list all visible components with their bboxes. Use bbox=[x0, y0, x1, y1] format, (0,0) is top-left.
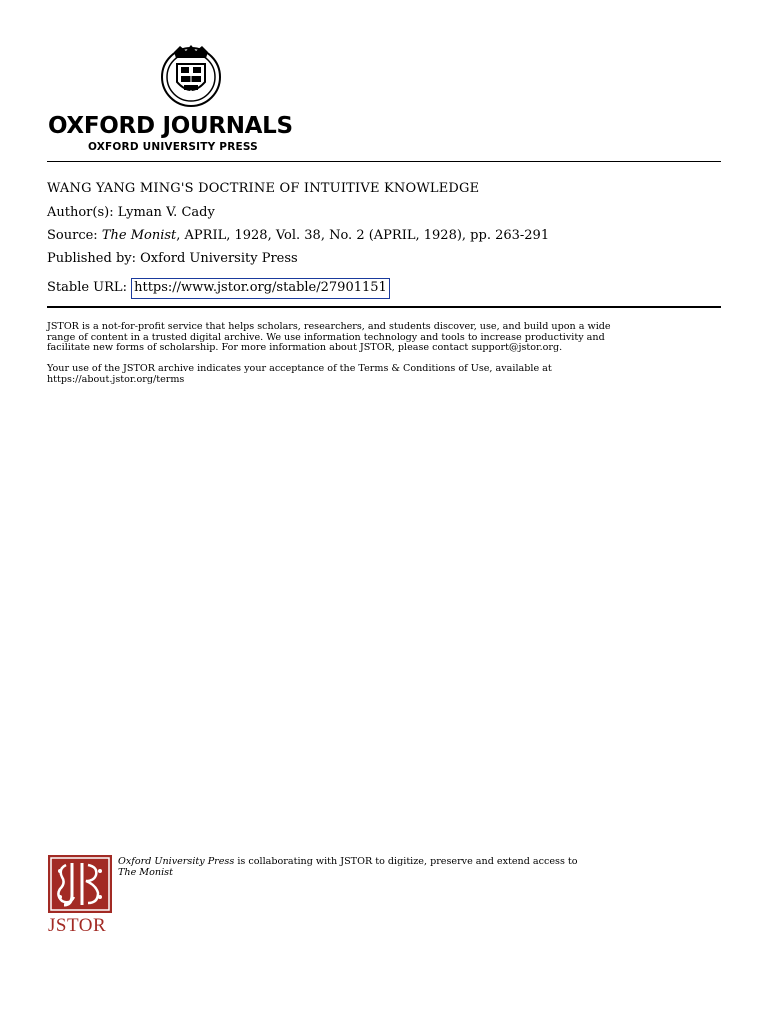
notice-line: facilitate new forms of scholarship. For more information about JSTOR, please contact support@jstor.org. bbox=[47, 342, 563, 353]
stable-url-link[interactable]: https://www.jstor.org/stable/27901151 bbox=[131, 278, 390, 299]
notice-line: range of content in a trusted digital archive. We use information technology and tools to increase productivity and bbox=[47, 331, 605, 343]
jstor-logo-text: JSTOR bbox=[48, 915, 107, 936]
journal-name: The Monist bbox=[101, 228, 177, 243]
jstor-seal-icon bbox=[48, 855, 112, 913]
stable-url-line bbox=[47, 278, 390, 299]
collab-publisher: Oxford University Press bbox=[118, 856, 235, 867]
collaboration-note bbox=[118, 856, 578, 878]
author-line bbox=[47, 205, 215, 221]
meta-divider bbox=[47, 306, 721, 308]
publisher-line bbox=[47, 251, 298, 267]
collab-journal: The Monist bbox=[118, 867, 173, 878]
header-divider bbox=[47, 161, 721, 162]
notice-line: Your use of the JSTOR archive indicates your acceptance of the Terms & Conditions of Use, available at bbox=[47, 363, 552, 374]
publisher-name: Oxford University Press bbox=[140, 251, 298, 266]
publisher-logo-subtext: OXFORD UNIVERSITY PRESS bbox=[88, 141, 258, 153]
collab-text: is collaborating with JSTOR to digitize, preserve and extend access to bbox=[234, 856, 578, 867]
stable-url-label: Stable URL: bbox=[47, 280, 127, 295]
source-line bbox=[47, 228, 549, 244]
author-label: Author(s): bbox=[47, 205, 114, 220]
terms-notice-paragraph bbox=[47, 364, 727, 385]
source-label: Source: bbox=[47, 228, 98, 243]
source-details: , APRIL, 1928, Vol. 38, No. 2 (APRIL, 1928), pp. 263-291 bbox=[176, 228, 550, 243]
terms-link[interactable]: https://about.jstor.org/terms bbox=[47, 373, 185, 385]
article-title: WANG YANG MING'S DOCTRINE OF INTUITIVE KNOWLEDGE bbox=[47, 181, 480, 196]
notice-line: JSTOR is a not-for-profit service that helps scholars, researchers, and students discover, use, and build upon a wide bbox=[47, 321, 611, 332]
oxford-crest-icon bbox=[160, 42, 222, 108]
author-name: Lyman V. Cady bbox=[117, 205, 215, 220]
publisher-logo-text: OXFORD JOURNALS bbox=[48, 113, 293, 139]
jstor-logo bbox=[48, 855, 114, 935]
published-label: Published by: bbox=[47, 251, 136, 266]
jstor-notice-paragraph bbox=[47, 322, 727, 354]
